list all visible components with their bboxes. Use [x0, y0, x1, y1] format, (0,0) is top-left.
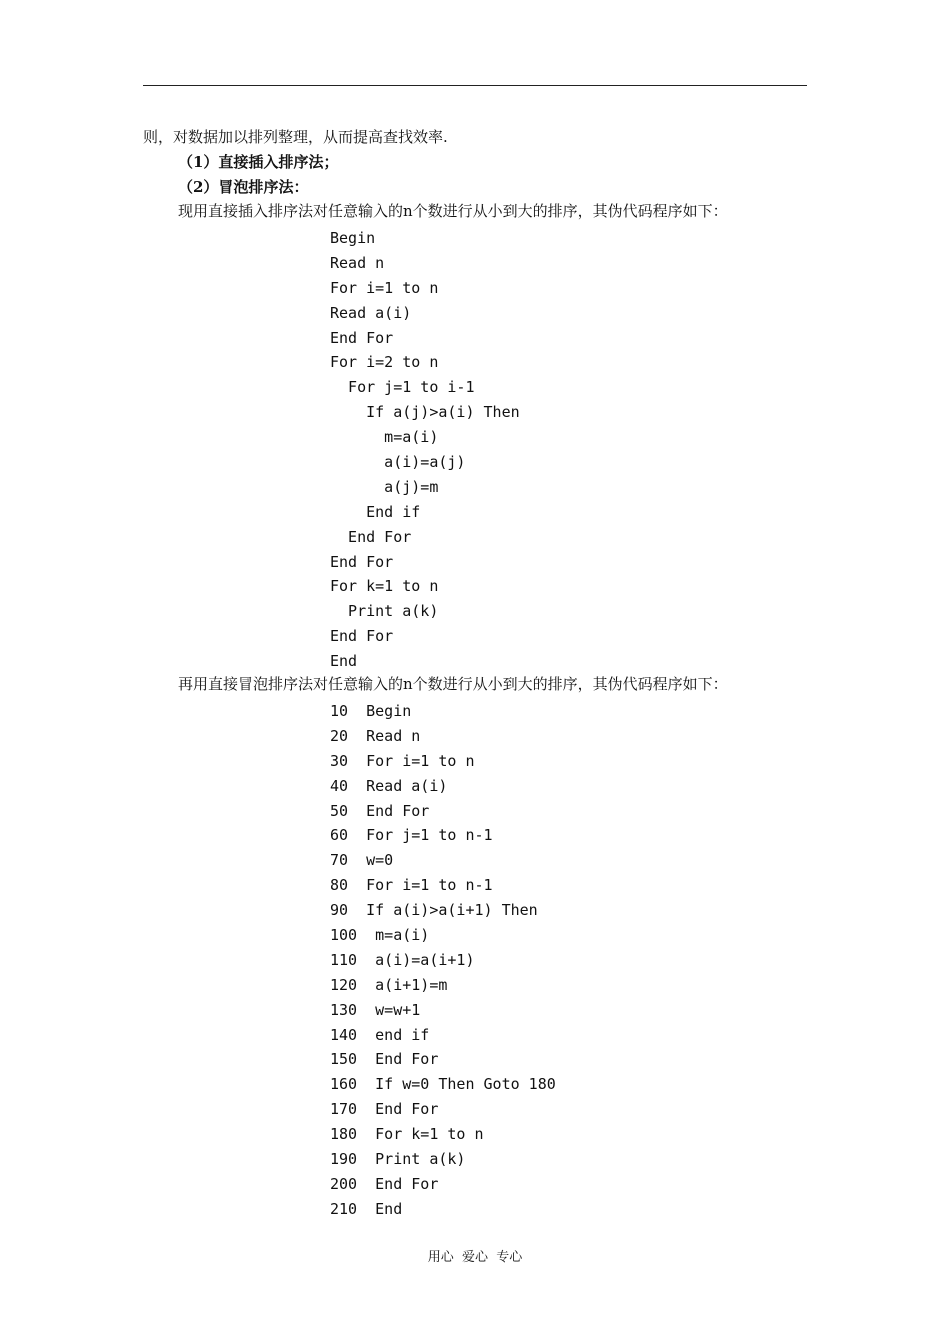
code-line: 200 End For [330, 1174, 439, 1193]
code-line: a(i)=a(j) [330, 453, 466, 472]
code-line: End For [330, 627, 394, 646]
code-line: End For [330, 527, 412, 546]
code-line: For i=1 to n [330, 278, 439, 297]
header-rule [143, 85, 807, 86]
method-2-heading: （2）冒泡排序法： [178, 178, 309, 196]
code-line: 70 w=0 [330, 851, 394, 870]
code-line: 180 For k=1 to n [330, 1125, 484, 1144]
code-line: 50 End For [330, 801, 430, 820]
code-line: End if [330, 502, 421, 521]
code-line: 40 Read a(i) [330, 776, 448, 795]
code-line: m=a(i) [330, 428, 439, 447]
code-line: 140 end if [330, 1025, 430, 1044]
code-line: Read a(i) [330, 303, 412, 322]
code-line: a(j)=m [330, 477, 439, 496]
code-line: 160 If w=0 Then Goto 180 [330, 1075, 556, 1094]
code-line: 190 Print a(k) [330, 1150, 466, 1169]
method-1-heading: （1）直接插入排序法； [178, 153, 339, 171]
code-line: 90 If a(i)>a(i+1) Then [330, 901, 538, 920]
code-line: 130 w=w+1 [330, 1000, 421, 1019]
bubble-sort-intro: 再用直接冒泡排序法对任意输入的n个数进行从小到大的排序，其伪代码程序如下： [178, 675, 728, 693]
code-line: For k=1 to n [330, 577, 439, 596]
code-line: Begin [330, 229, 376, 247]
code-line: End [330, 652, 358, 671]
code-line: 120 a(i+1)=m [330, 975, 448, 994]
code-line: 170 End For [330, 1100, 439, 1119]
bubble-sort-code-block [330, 699, 556, 1222]
code-line: Read n [330, 253, 385, 272]
code-line: For i=2 to n [330, 353, 439, 372]
code-line: 80 For i=1 to n-1 [330, 876, 493, 895]
code-line: 30 For i=1 to n [330, 751, 475, 770]
insertion-sort-intro: 现用直接插入排序法对任意输入的n个数进行从小到大的排序，其伪代码程序如下： [178, 202, 728, 220]
code-line: If a(j)>a(i) Then [330, 403, 520, 422]
code-line: End For [330, 552, 394, 571]
code-line: 20 Read n [330, 726, 421, 745]
code-line: 110 a(i)=a(i+1) [330, 950, 475, 969]
page-footer: 用心 爱心 专心 [427, 1250, 523, 1265]
code-line: 150 End For [330, 1050, 439, 1069]
code-line: For j=1 to i-1 [330, 378, 475, 397]
code-line: 100 m=a(i) [330, 926, 430, 945]
code-line: 210 End [330, 1199, 403, 1218]
insertion-sort-code-block [330, 226, 520, 674]
code-line: 60 For j=1 to n-1 [330, 826, 493, 845]
code-line: End For [330, 328, 394, 347]
code-line: 10 Begin [330, 702, 412, 720]
intro-line: 则，对数据加以排列整理，从而提高查找效率. [143, 128, 448, 146]
code-line: Print a(k) [330, 602, 439, 621]
